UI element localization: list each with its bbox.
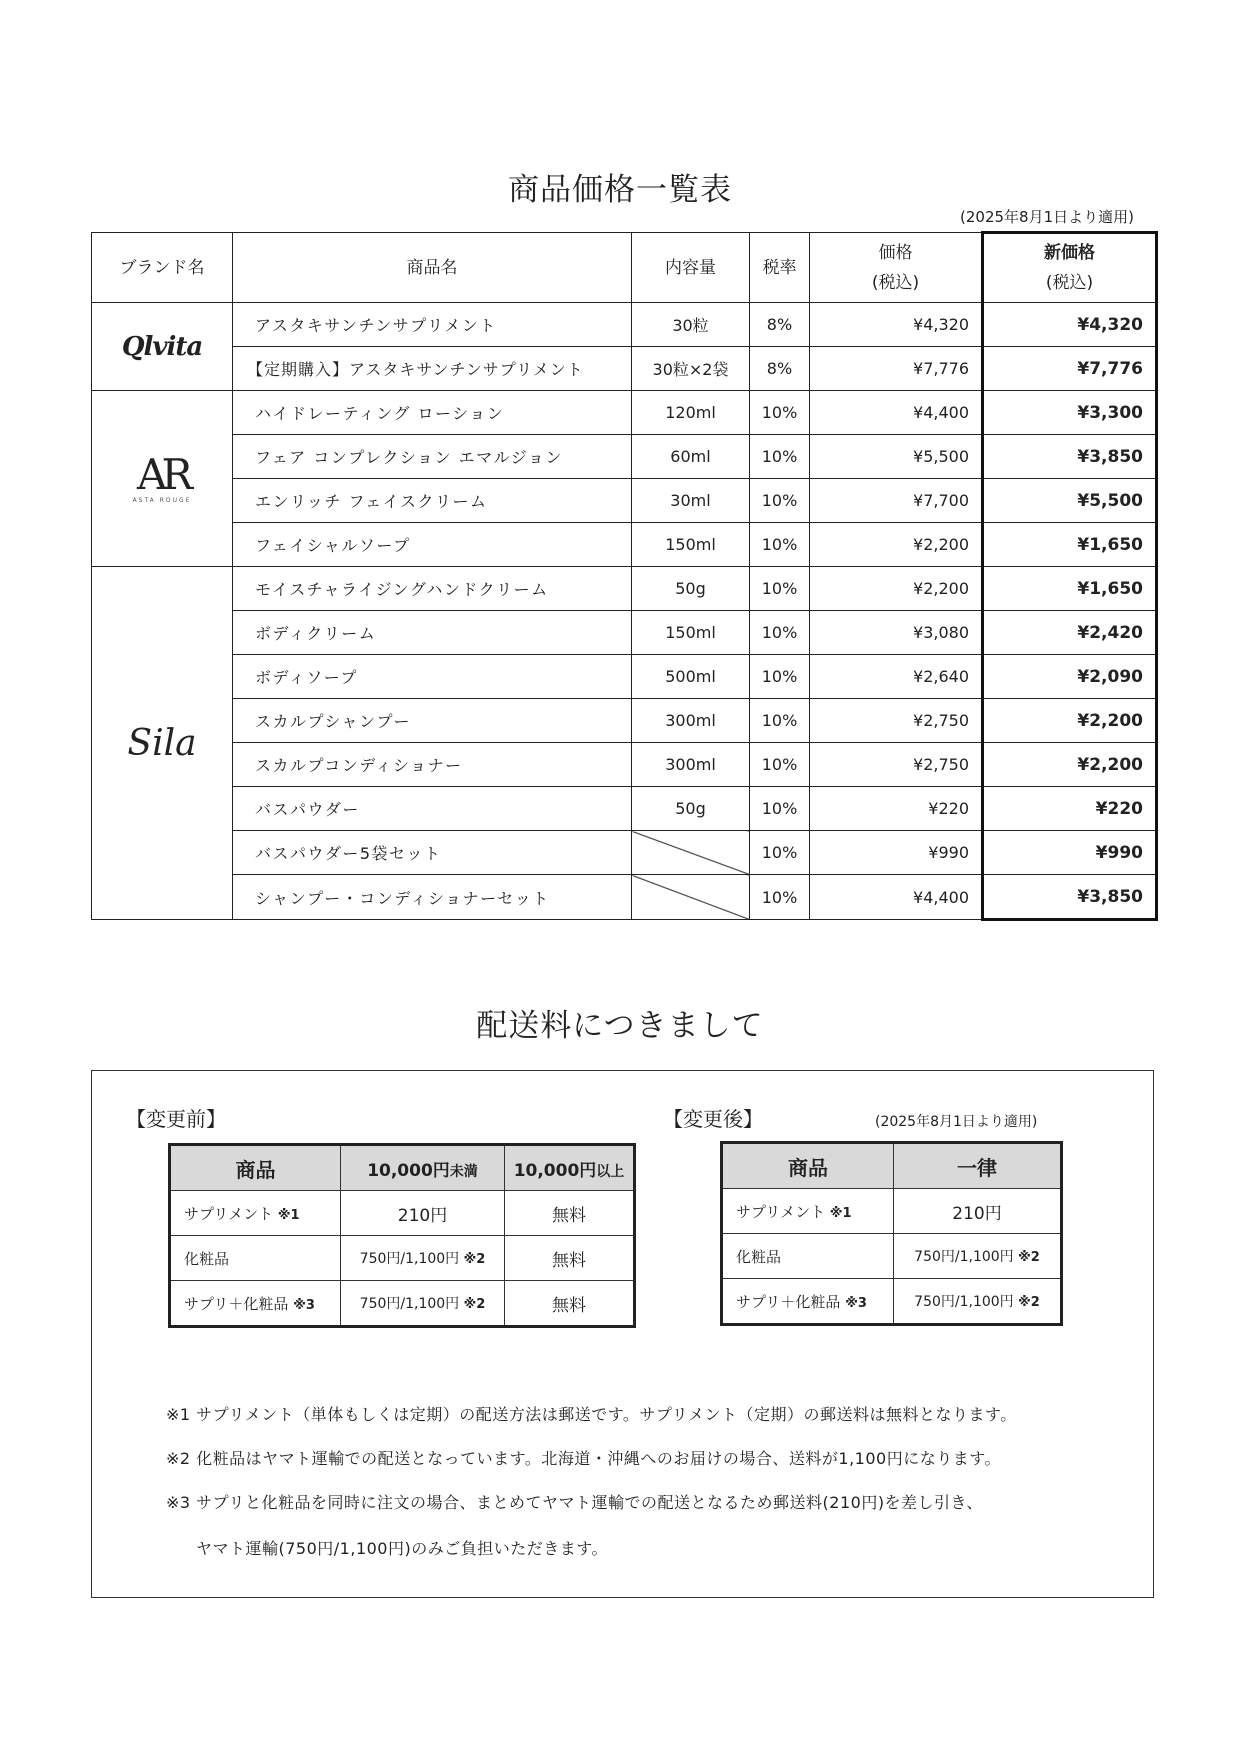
under-value — [341, 1191, 505, 1236]
product-new-price: ¥2,200 — [983, 699, 1157, 743]
after-label: 【変更後】 — [663, 1107, 763, 1131]
row-label — [170, 1191, 341, 1236]
row-label — [170, 1236, 341, 1281]
table-row — [92, 699, 1157, 743]
product-price: ¥7,776 — [810, 347, 983, 391]
table-row — [92, 875, 1157, 920]
header-product: 商品名 — [233, 233, 632, 303]
product-name: ボディクリーム — [233, 611, 632, 655]
under-value-text: 750円/1,100円 — [359, 1296, 460, 1312]
before-header-over — [505, 1145, 635, 1191]
product-tax: 10% — [750, 523, 810, 567]
over-value: 無料 — [505, 1236, 635, 1281]
product-price: ¥2,640 — [810, 655, 983, 699]
table-row — [92, 303, 1157, 347]
product-price: ¥2,750 — [810, 743, 983, 787]
product-new-price: ¥2,200 — [983, 743, 1157, 787]
product-volume: 60ml — [632, 435, 750, 479]
product-tax: 8% — [750, 347, 810, 391]
product-volume: 50g — [632, 567, 750, 611]
product-tax: 10% — [750, 875, 810, 920]
header-new-price — [983, 233, 1157, 303]
flat-value-text: 750円/1,100円 — [914, 1294, 1014, 1310]
header-new-price-tax: (税込) — [1045, 273, 1094, 293]
product-volume: 150ml — [632, 611, 750, 655]
product-price: ¥2,750 — [810, 699, 983, 743]
under-value — [341, 1236, 505, 1281]
sila-logo: Sila — [127, 722, 197, 764]
product-price: ¥4,320 — [810, 303, 983, 347]
product-new-price: ¥2,420 — [983, 611, 1157, 655]
after-header-flat: 一律 — [894, 1143, 1062, 1189]
row-label — [722, 1234, 894, 1279]
product-price: ¥3,080 — [810, 611, 983, 655]
product-tax: 10% — [750, 699, 810, 743]
flat-value-mark: ※2 — [1018, 1250, 1040, 1265]
footnote-1: ※1 サプリメント（単体もしくは定期）の配送方法は郵送です。サプリメント（定期）の郵送料は無料となります。 — [166, 1405, 1017, 1424]
row-label — [722, 1189, 894, 1234]
product-new-price: ¥2,090 — [983, 655, 1157, 699]
page-title: 商品価格一覧表 — [508, 172, 732, 208]
under-value-text: 750円/1,100円 — [359, 1251, 460, 1267]
product-new-price: ¥1,650 — [983, 523, 1157, 567]
product-name: ハイドレーティング ローション — [233, 391, 632, 435]
row-label-text: 化粧品 — [736, 1247, 782, 1266]
shipping-box — [91, 1070, 1154, 1598]
product-name: フェイシャルソープ — [233, 523, 632, 567]
product-tax: 8% — [750, 303, 810, 347]
product-new-price: ¥1,650 — [983, 567, 1157, 611]
product-name: モイスチャライジングハンドクリーム — [233, 567, 632, 611]
brand-cell-asta-rouge — [92, 391, 233, 567]
product-tax: 10% — [750, 435, 810, 479]
product-new-price: ¥7,776 — [983, 347, 1157, 391]
over-suffix: 以上 — [596, 1163, 625, 1180]
product-volume: 30ml — [632, 479, 750, 523]
product-tax: 10% — [750, 479, 810, 523]
product-name: ボディソープ — [233, 655, 632, 699]
product-volume: 30粒×2袋 — [632, 347, 750, 391]
product-name: シャンプー・コンディショナーセット — [233, 875, 632, 920]
header-price — [810, 233, 983, 303]
row-label-text: サプリ＋化粧品 — [184, 1294, 289, 1313]
over-amount: 10,000円 — [513, 1160, 597, 1181]
product-name: エンリッチ フェイスクリーム — [233, 479, 632, 523]
table-row — [92, 611, 1157, 655]
table-row — [92, 831, 1157, 875]
header-brand: ブランド名 — [92, 233, 233, 303]
header-price-tax: (税込) — [871, 272, 920, 293]
table-row — [722, 1279, 1062, 1325]
row-mark: ※1 — [277, 1207, 300, 1223]
under-amount: 10,000円 — [367, 1160, 450, 1181]
table-row — [170, 1191, 635, 1236]
before-shipping-table — [168, 1143, 636, 1328]
product-price: ¥4,400 — [810, 391, 983, 435]
table-row — [92, 567, 1157, 611]
brand-cell-alvita — [92, 303, 233, 391]
header-tax: 税率 — [750, 233, 810, 303]
table-row — [92, 435, 1157, 479]
under-value-text: 210円 — [397, 1205, 448, 1226]
header-new-price-label: 新価格 — [1044, 243, 1095, 263]
before-header-product: 商品 — [170, 1145, 341, 1191]
product-name: 【定期購入】アスタキサンチンサプリメント — [233, 347, 632, 391]
flat-value — [894, 1234, 1062, 1279]
product-tax: 10% — [750, 831, 810, 875]
product-volume: 150ml — [632, 523, 750, 567]
product-volume: 30粒 — [632, 303, 750, 347]
volume-not-applicable — [632, 875, 750, 920]
product-name: アスタキサンチンサプリメント — [233, 303, 632, 347]
product-tax: 10% — [750, 611, 810, 655]
row-mark: ※1 — [829, 1205, 852, 1221]
row-label — [170, 1281, 341, 1327]
table-row — [92, 523, 1157, 567]
product-name: バスパウダー — [233, 787, 632, 831]
price-table — [91, 231, 1158, 921]
row-mark: ※3 — [293, 1297, 315, 1313]
table-row — [92, 479, 1157, 523]
table-row — [92, 743, 1157, 787]
row-label-text: サプリ＋化粧品 — [736, 1292, 841, 1311]
table-row — [92, 655, 1157, 699]
before-header-under — [341, 1145, 505, 1191]
after-table-header — [722, 1143, 1062, 1189]
table-row — [92, 391, 1157, 435]
before-label: 【変更前】 — [126, 1107, 226, 1131]
after-header-product: 商品 — [722, 1143, 894, 1189]
product-new-price: ¥3,300 — [983, 391, 1157, 435]
row-label — [722, 1279, 894, 1325]
table-row — [170, 1236, 635, 1281]
flat-value-mark: ※2 — [1018, 1295, 1040, 1310]
flat-value-text: 210円 — [952, 1203, 1002, 1224]
product-price: ¥2,200 — [810, 567, 983, 611]
product-volume: 120ml — [632, 391, 750, 435]
under-suffix: 未満 — [449, 1163, 478, 1180]
table-row — [92, 347, 1157, 391]
footnote-3: ※3 サプリと化粧品を同時に注文の場合、まとめてヤマト運輸での配送となるため郵送料(210円)を差し引き、 — [166, 1493, 983, 1512]
price-table-header — [92, 233, 1157, 303]
asta-rouge-logo — [92, 450, 232, 504]
table-row — [92, 787, 1157, 831]
product-tax: 10% — [750, 743, 810, 787]
flat-value-text: 750円/1,100円 — [914, 1249, 1014, 1265]
product-name: スカルプシャンプー — [233, 699, 632, 743]
product-name: フェア コンプレクション エマルジョン — [233, 435, 632, 479]
product-name: バスパウダー5袋セット — [233, 831, 632, 875]
asta-rouge-logo-text: ASTA ROUGE — [132, 497, 192, 504]
before-table-header — [170, 1145, 635, 1191]
flat-value — [894, 1279, 1062, 1325]
alvita-logo: Qlvita — [121, 331, 203, 362]
under-value — [341, 1281, 505, 1327]
flat-value — [894, 1189, 1062, 1234]
over-value: 無料 — [505, 1191, 635, 1236]
row-label-text: サプリメント — [184, 1204, 274, 1223]
table-row — [722, 1189, 1062, 1234]
table-row — [170, 1281, 635, 1327]
after-shipping-table — [720, 1141, 1063, 1326]
product-tax: 10% — [750, 787, 810, 831]
product-volume: 300ml — [632, 743, 750, 787]
table-row — [722, 1234, 1062, 1279]
product-new-price: ¥5,500 — [983, 479, 1157, 523]
product-tax: 10% — [750, 391, 810, 435]
asta-rouge-logo-mark: AR — [137, 450, 187, 499]
product-new-price: ¥220 — [983, 787, 1157, 831]
product-new-price: ¥3,850 — [983, 875, 1157, 920]
product-volume: 50g — [632, 787, 750, 831]
product-price: ¥220 — [810, 787, 983, 831]
volume-not-applicable — [632, 831, 750, 875]
product-price: ¥5,500 — [810, 435, 983, 479]
product-price: ¥4,400 — [810, 875, 983, 920]
footnote-2: ※2 化粧品はヤマト運輸での配送となっています。北海道・沖縄へのお届けの場合、送料が1,100円になります。 — [166, 1449, 1001, 1468]
row-label-text: サプリメント — [736, 1202, 826, 1221]
header-price-label: 価格 — [878, 242, 913, 263]
shipping-title: 配送料につきまして — [476, 1008, 764, 1044]
header-volume: 内容量 — [632, 233, 750, 303]
row-mark: ※3 — [845, 1295, 867, 1311]
over-value: 無料 — [505, 1281, 635, 1327]
row-label-text: 化粧品 — [184, 1249, 230, 1268]
effective-date-note: (2025年8月1日より適用) — [960, 208, 1134, 226]
product-new-price: ¥990 — [983, 831, 1157, 875]
product-tax: 10% — [750, 655, 810, 699]
product-new-price: ¥4,320 — [983, 303, 1157, 347]
product-price: ¥2,200 — [810, 523, 983, 567]
product-volume: 500ml — [632, 655, 750, 699]
under-value-mark: ※2 — [463, 1297, 486, 1312]
product-tax: 10% — [750, 567, 810, 611]
product-price: ¥7,700 — [810, 479, 983, 523]
product-volume: 300ml — [632, 699, 750, 743]
under-value-mark: ※2 — [463, 1252, 486, 1267]
after-effective-note: (2025年8月1日より適用) — [875, 1114, 1038, 1130]
product-new-price: ¥3,850 — [983, 435, 1157, 479]
footnote-3-cont: ヤマト運輸(750円/1,100円)のみご負担いただきます。 — [196, 1539, 608, 1558]
product-price: ¥990 — [810, 831, 983, 875]
brand-cell-sila — [92, 567, 233, 920]
product-name: スカルプコンディショナー — [233, 743, 632, 787]
